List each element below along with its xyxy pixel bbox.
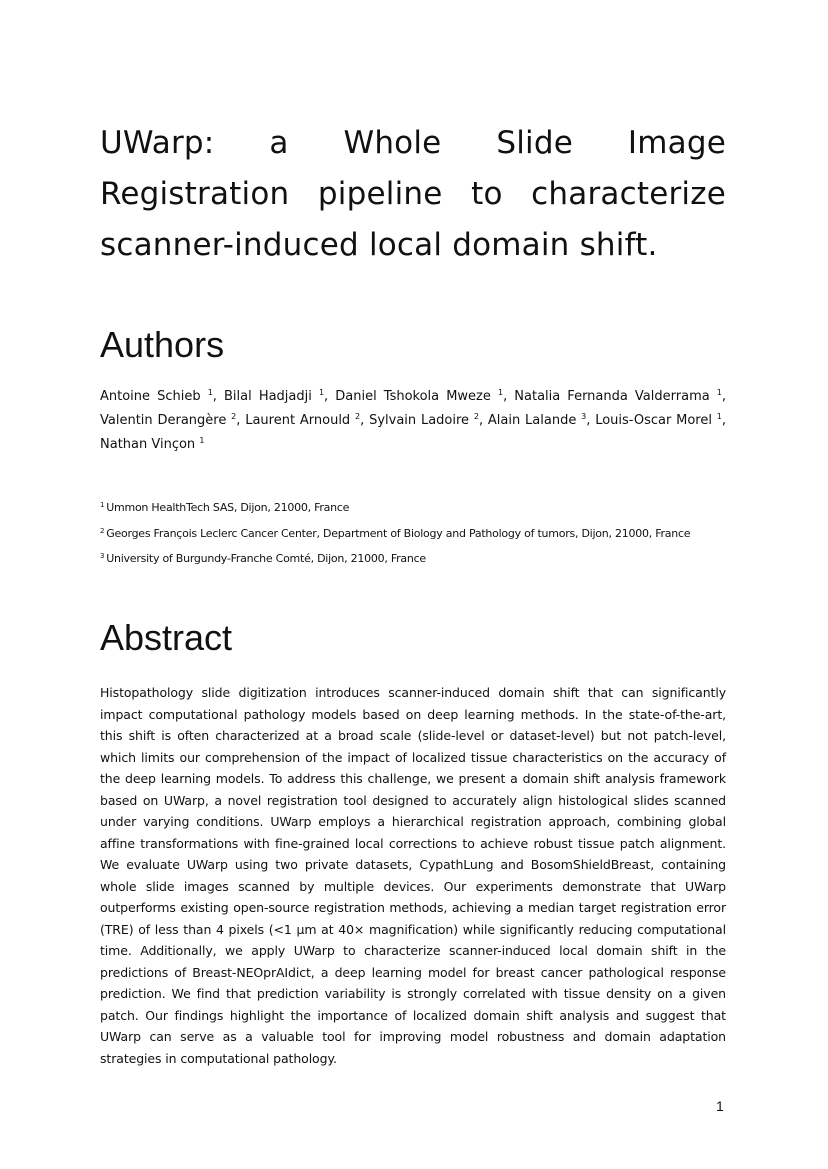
page-number: 1 — [716, 1098, 724, 1114]
author-affiliation-marker: 2 — [355, 412, 361, 421]
author-separator: , — [236, 413, 246, 428]
authors-heading: Authors — [100, 324, 225, 365]
author-affiliation-marker: 1 — [716, 412, 722, 421]
author-separator: , — [478, 413, 488, 428]
abstract-heading: Abstract — [100, 617, 233, 658]
author-separator: , — [503, 389, 515, 404]
affiliation-number: 3 — [100, 552, 105, 560]
author-affiliation-marker: 1 — [318, 388, 325, 397]
affiliation-item — [100, 546, 740, 572]
affiliation-text: Ummon HealthTech SAS, Dijon, 21000, France — [106, 501, 350, 514]
affiliation-text: University of Burgundy-Franche Comté, Dijon, 21000, France — [106, 552, 426, 565]
abstract-text: Histopathology slide digitization introduces scanner-induced domain shift that can significantly impact computational pathology models based on deep learning methods. In the state-of-the-art, this shift is often characterized at a broad scale (slide-level or dataset-level) but not patch-level, which limits our comprehension of the impact of localized tissue characteristics on the accuracy of the deep learning models. To address this challenge, we present a domain shift analysis framework based on UWarp, a novel registration tool designed to accurately align histological slides scanned under varying conditions. UWarp employs a hierarchical registration approach, combining global affine transformations with fine-grained local corrections to achieve robust tissue patch alignment. We evaluate UWarp using two private datasets, CypathLung and BosomShieldBreast, containing whole slide images scanned by multiple devices. Our experiments demonstrate that UWarp outperforms existing open-source registration methods, achieving a median target registration error (TRE) of less than 4 pixels (<1 µm at 40× magnification) while significantly reducing computational time. Additionally, we apply UWarp to characterize scanner-induced local domain shift in the predictions of Breast-NEOprAIdict, a deep learning model for breast cancer pathological response prediction. We find that prediction variability is strongly correlated with tissue density on a given patch. Our findings highlight the importance of localized domain shift analysis and suggest that UWarp can serve as a valuable tool for improving model robustness and domain adaptation strategies in computational pathology. — [100, 685, 726, 1066]
author-name: Natalia Fernanda Valderrama — [514, 389, 710, 404]
author-name: Bilal Hadjadji — [224, 389, 312, 404]
affiliation-item — [100, 495, 740, 521]
author-affiliation-marker: 1 — [716, 388, 722, 397]
author-separator: , — [721, 389, 727, 404]
author-affiliation-marker: 1 — [497, 388, 504, 397]
author-separator: , — [360, 413, 370, 428]
author-name: Valentin Derangère — [100, 413, 227, 428]
author-affiliation-marker: 2 — [231, 412, 237, 421]
author-separator: , — [324, 389, 336, 404]
author-name: Daniel Tshokola Mweze — [335, 389, 491, 404]
author-name: Sylvain Ladoire — [369, 413, 470, 428]
author-name: Antoine Schieb — [100, 389, 201, 404]
author-name: Alain Lalande — [487, 413, 577, 428]
author-affiliation-marker: 1 — [207, 388, 213, 397]
author-affiliation-marker: 1 — [199, 436, 205, 445]
author-list — [100, 385, 726, 457]
affiliation-number: 2 — [100, 526, 105, 535]
affiliation-list — [100, 495, 740, 572]
affiliation-number: 1 — [100, 501, 105, 509]
affiliation-item — [100, 521, 740, 547]
author-separator: , — [212, 389, 225, 404]
author-name: Laurent Arnould — [245, 413, 351, 428]
author-name: Nathan Vinçon — [100, 437, 196, 452]
author-affiliation-marker: 3 — [581, 412, 587, 421]
author-separator: , — [721, 413, 727, 428]
author-affiliation-marker: 2 — [473, 412, 479, 421]
author-name: Louis-Oscar Morel — [595, 413, 712, 428]
author-separator: , — [586, 413, 596, 428]
paper-title: UWarp: a Whole Slide Image Registration pipeline to characterize scanner-induced local domain shift. — [100, 125, 726, 263]
affiliation-text: Georges François Leclerc Cancer Center, Department of Biology and Pathology of tumors, Dijon, 21000, France — [106, 526, 691, 540]
